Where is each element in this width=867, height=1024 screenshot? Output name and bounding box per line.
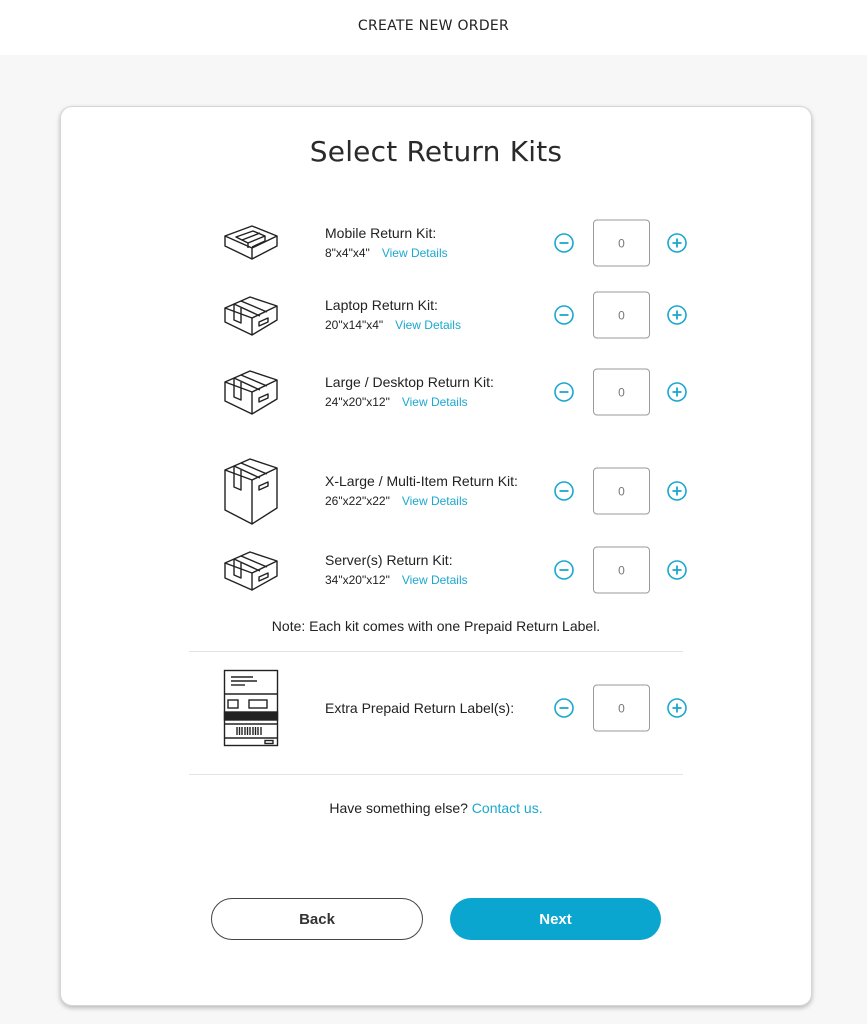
kit-row-mobile: [61, 213, 811, 273]
quantity-input[interactable]: 0: [593, 220, 650, 267]
quantity-input[interactable]: 0: [593, 685, 650, 732]
extra-label-row: [61, 668, 811, 748]
kit-name: Server(s) Return Kit:: [325, 552, 453, 568]
decrease-quantity-button[interactable]: [553, 232, 575, 254]
quantity-input[interactable]: 0: [593, 547, 650, 594]
page-header-title: CREATE NEW ORDER: [357, 17, 510, 34]
back-button[interactable]: Back: [211, 898, 423, 940]
decrease-quantity-button[interactable]: [553, 381, 575, 403]
mobile-box-icon: [219, 222, 283, 264]
xlarge-box-icon: [219, 455, 283, 527]
kit-size: 24"x20"x12": [325, 395, 390, 409]
decrease-quantity-button[interactable]: [553, 304, 575, 326]
top-bar: [0, 0, 867, 55]
divider: [189, 774, 683, 775]
kit-name: Large / Desktop Return Kit:: [325, 374, 494, 390]
view-details-link[interactable]: View Details: [401, 573, 468, 587]
quantity-input[interactable]: 0: [593, 468, 650, 515]
increase-quantity-button[interactable]: [666, 381, 688, 403]
kit-size: 20"x14"x4": [325, 318, 384, 332]
increase-quantity-button[interactable]: [666, 304, 688, 326]
decrease-quantity-button[interactable]: [553, 559, 575, 581]
kit-note: Note: Each kit comes with one Prepaid Return Label.: [271, 618, 601, 634]
decrease-quantity-button[interactable]: [553, 480, 575, 502]
increase-quantity-button[interactable]: [666, 697, 688, 719]
kit-row-server: [61, 540, 811, 600]
kit-size: 26"x22"x22": [325, 494, 390, 508]
quantity-input[interactable]: 0: [593, 292, 650, 339]
contact-line: [61, 800, 811, 816]
kit-name: X-Large / Multi-Item Return Kit:: [325, 473, 518, 489]
card-title: Select Return Kits: [309, 135, 563, 168]
increase-quantity-button[interactable]: [666, 559, 688, 581]
server-box-icon: [219, 547, 283, 593]
view-details-link[interactable]: View Details: [401, 395, 468, 409]
divider: [189, 651, 683, 652]
decrease-quantity-button[interactable]: [553, 697, 575, 719]
shipping-label-icon: [219, 669, 283, 747]
quantity-input[interactable]: 0: [593, 369, 650, 416]
contact-text: Have something else?: [329, 800, 468, 816]
desktop-box-icon: [219, 367, 283, 417]
kit-name: Laptop Return Kit:: [325, 297, 438, 313]
kit-row-xlarge: [61, 451, 811, 531]
view-details-link[interactable]: View Details: [381, 246, 448, 260]
view-details-link[interactable]: View Details: [401, 494, 468, 508]
increase-quantity-button[interactable]: [666, 232, 688, 254]
laptop-box-icon: [219, 292, 283, 338]
contact-us-link[interactable]: Contact us.: [471, 800, 543, 816]
kit-size: 8"x4"x4": [325, 246, 370, 260]
next-button[interactable]: Next: [450, 898, 661, 940]
return-kits-card: [60, 106, 812, 1006]
kit-size: 34"x20"x12": [325, 573, 390, 587]
extra-label-name: Extra Prepaid Return Label(s):: [325, 700, 515, 716]
view-details-link[interactable]: View Details: [395, 318, 461, 332]
kit-row-desktop: [61, 362, 811, 422]
kit-row-laptop: [61, 285, 811, 345]
kit-name: Mobile Return Kit:: [325, 225, 437, 241]
increase-quantity-button[interactable]: [666, 480, 688, 502]
